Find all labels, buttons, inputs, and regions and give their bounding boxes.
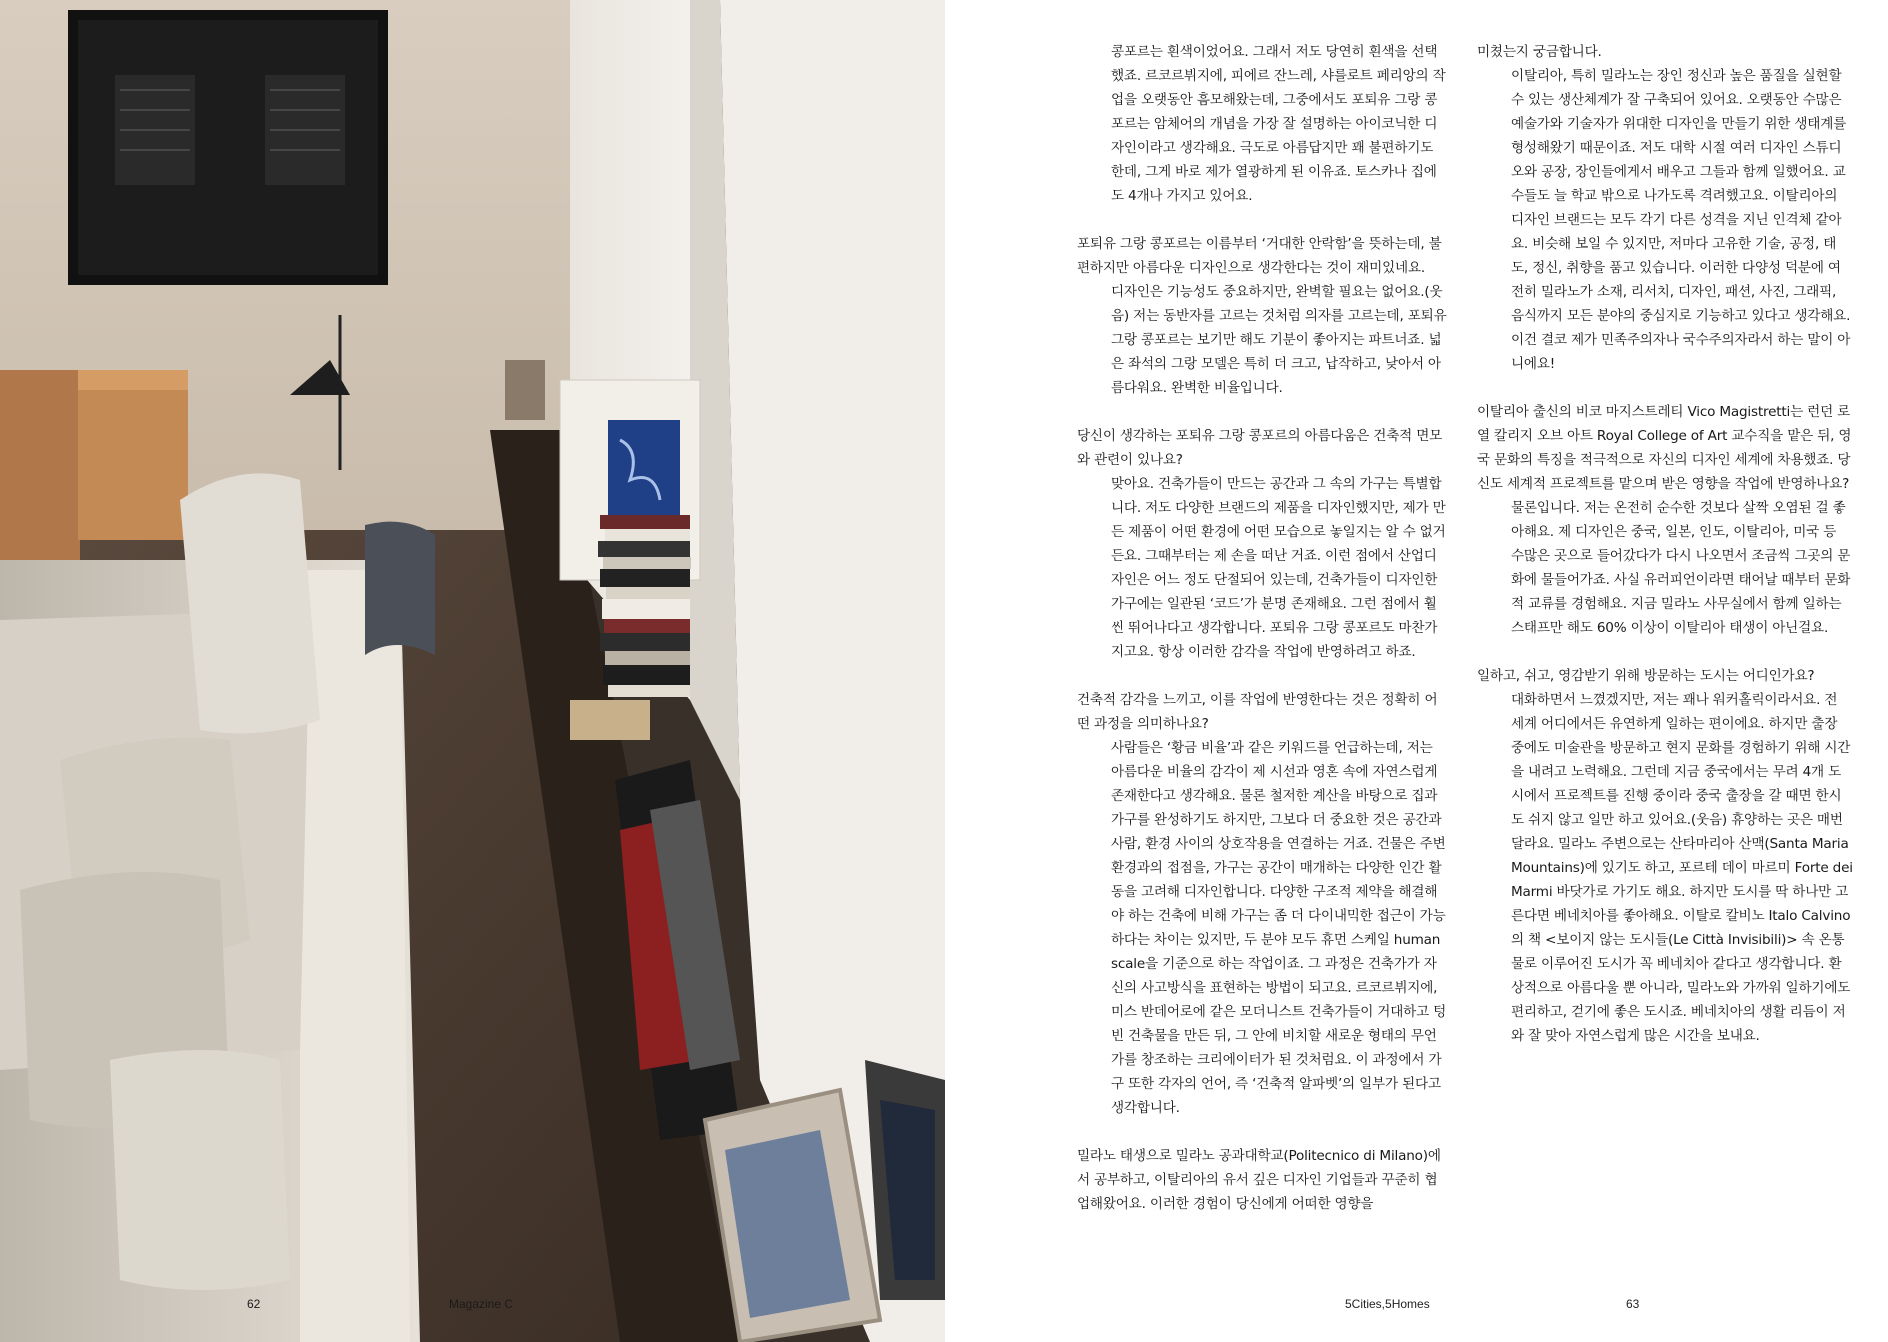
interview-answer: 맞아요. 건축가들이 만드는 공간과 그 속의 가구는 특별합니다. 저도 다양한 브랜드의 제품을 디자인했지만, 제가 만든 제품이 어떤 환경에 어떤 모습으로 놓일지는 알 수 없거든요. 그때부터는 제 손을 떠난 거죠. 이런 점에서 산업디자인은 어느 정도 단절되어 있는데, 건축가들이 디자인한 가구에는 일관된 ‘코드’가 분명 존재해요. 그런 점에서 훨씬 뛰어나다고 생각합니다. 포퇴유 그랑 콩포르도 마찬가지고요. 항상 이러한 감각을 작업에 반영하려고 하죠. bbox=[1111, 476, 1446, 660]
page-number-left: 62 bbox=[247, 1297, 261, 1311]
paragraph-gap bbox=[1077, 400, 1449, 424]
paragraph-gap bbox=[1477, 640, 1853, 664]
interview-answer: 콩포르는 흰색이었어요. 그래서 저도 당연히 흰색을 선택했죠. 르코르뷔지에, 피에르 잔느레, 샤를로트 페리앙의 작업을 오랫동안 흠모해왔는데, 그중에서도 포퇴유 그랑 콩포르는 암체어의 개념을 가장 잘 설명하는 아이코닉한 디자인이라고 생각해요. 극도로 아름답지만 꽤 불편하기도 한데, 그게 바로 제가 열광하게 된 이유죠. 토스카나 집에도 4개나 가지고 있어요. bbox=[1111, 44, 1446, 204]
paragraph-gap bbox=[1077, 208, 1449, 232]
interview-answer: 디자인은 기능성도 중요하지만, 완벽할 필요는 없어요.(웃음) 저는 동반자를 고르는 것처럼 의자를 고르는데, 포퇴유 그랑 콩포르는 보기만 해도 기분이 좋아지는 파트너죠. 넓은 좌석의 그랑 모델은 특히 더 크고, 납작하고, 낮아서 아름다워요. 완벽한 비율입니다. bbox=[1111, 284, 1447, 396]
interview-question: 밀라노 태생으로 밀라노 공과대학교(Politecnico di Milano)에서 공부하고, 이탈리아의 유서 깊은 디자인 기업들과 꾸준히 협업해왔어요. 이러한 경험이 당신에게 어떠한 영향을 bbox=[1077, 1148, 1441, 1212]
interview-question: 건축적 감각을 느끼고, 이를 작업에 반영한다는 것은 정확히 어떤 과정을 의미하나요? bbox=[1077, 692, 1438, 732]
interview-answer: 이탈리아, 특히 밀라노는 장인 정신과 높은 품질을 실현할 수 있는 생산체계가 잘 구축되어 있어요. 오랫동안 수많은 예술가와 기술자가 위대한 디자인을 만들기 위한 생태계를 형성해왔기 때문이죠. 저도 대학 시절 여러 디자인 스튜디오와 공장, 장인들에게서 배우고 그들과 함께 일했어요. 교수들도 늘 학교 밖으로 나가도록 격려했고요. 이탈리아의 디자인 브랜드는 모두 각기 다른 성격을 지닌 인격체 같아요. 비슷해 보일 수 있지만, 저마다 고유한 기술, 공정, 태도, 정신, 취향을 품고 있습니다. 이러한 다양성 덕분에 여전히 밀라노가 소재, 리서치, 디자인, 패션, 사진, 그래픽, 음식까지 모든 분야의 중심지로 기능하고 있다고 생각해요. 이건 결코 제가 민족주의자나 국수주의자라서 하는 말이 아니에요! bbox=[1511, 68, 1851, 372]
interview-question: 일하고, 쉬고, 영감받기 위해 방문하는 도시는 어디인가요? bbox=[1477, 668, 1815, 684]
magazine-title: Magazine C bbox=[449, 1297, 514, 1311]
interview-answer: 물론입니다. 저는 온전히 순수한 것보다 살짝 오염된 걸 좋아해요. 제 디자인은 중국, 일본, 인도, 이탈리아, 미국 등 수많은 곳으로 들어갔다가 다시 나오면서 조금씩 그곳의 문화에 물들어가죠. 사실 유러피언이라면 태어날 때부터 문화적 교류를 경험해요. 지금 밀라노 사무실에서 함께 일하는 스태프만 해도 60% 이상이 이탈리아 태생이 아닌걸요. bbox=[1511, 500, 1851, 636]
paragraph-gap bbox=[1077, 664, 1449, 688]
text-column-1 bbox=[1077, 40, 1449, 1216]
paragraph-gap bbox=[1077, 1120, 1449, 1144]
page-number-right: 63 bbox=[1626, 1297, 1640, 1311]
section-title: 5Cities,5Homes bbox=[1345, 1297, 1430, 1311]
interview-question: 포퇴유 그랑 콩포르는 이름부터 ‘거대한 안락함’을 뜻하는데, 불편하지만 아름다운 디자인으로 생각한다는 것이 재미있네요. bbox=[1077, 236, 1442, 276]
interview-question: 당신이 생각하는 포퇴유 그랑 콩포르의 아름다움은 건축적 면모와 관련이 있나요? bbox=[1077, 428, 1443, 468]
interview-question: 이탈리아 출신의 비코 마지스트레티 Vico Magistretti는 런던 로열 칼리지 오브 아트 Royal College of Art 교수직을 맡은 뒤, 영국 문화의 특징을 적극적으로 자신의 디자인 세계에 차용했죠. 당신도 세계적 프로젝트를 맡으며 받은 영향을 작업에 반영하나요? bbox=[1477, 404, 1852, 492]
interview-answer: 대화하면서 느꼈겠지만, 저는 꽤나 워커홀릭이라서요. 전 세계 어디에서든 유연하게 일하는 편이에요. 하지만 출장 중에도 미술관을 방문하고 현지 문화를 경험하기 위해 시간을 내려고 노력해요. 그런데 지금 중국에서는 무려 4개 도시에서 프로젝트를 진행 중이라 중국 출장을 갈 때면 한시도 쉬지 않고 일만 하고 있어요.(웃음) 휴양하는 곳은 매번 달라요. 밀라노 주변으로는 산타마리아 산맥(Santa Maria Mountains)에 있기도 하고, 포르테 데이 마르미 Forte dei Marmi 바닷가로 가기도 해요. 하지만 도시를 딱 하나만 고른다면 베네치아를 좋아해요. 이탈로 칼비노 Italo Calvino의 책 <보이지 않는 도시들(Le Città Invisibili)> 속 온통 물로 이루어진 도시가 꼭 베네치아 같다고 생각합니다. 환상적으로 아름다울 뿐 아니라, 밀라노와 가까워 일하기에도 편리하고, 걷기에 좋은 도시죠. 베네치아의 생활 리듬이 저와 잘 맞아 자연스럽게 많은 시간을 보내요. bbox=[1511, 692, 1853, 1044]
text-column-2 bbox=[1477, 40, 1853, 1048]
interview-question: 미쳤는지 궁금합니다. bbox=[1477, 44, 1602, 60]
paragraph-gap bbox=[1477, 376, 1853, 400]
interview-answer: 사람들은 ‘황금 비율’과 같은 키워드를 언급하는데, 저는 아름다운 비율의 감각이 제 시선과 영혼 속에 자연스럽게 존재한다고 생각해요. 물론 철저한 계산을 바탕으로 집과 가구를 완성하기도 하지만, 그보다 더 중요한 것은 공간과 사람, 환경 사이의 상호작용을 연결하는 거죠. 건물은 주변 환경과의 접점을, 가구는 공간이 매개하는 다양한 인간 활동을 고려해 디자인합니다. 다양한 구조적 제약을 해결해야 하는 건축에 비해 가구는 좀 더 다이내믹한 접근이 가능하다는 차이는 있지만, 두 분야 모두 휴먼 스케일 human scale을 기준으로 하는 작업이죠. 그 과정은 건축가가 자신의 사고방식을 표현하는 방법이 되고요. 르코르뷔지에, 미스 반데어로에 같은 모더니스트 건축가들이 거대하고 텅 빈 건축물을 만든 뒤, 그 안에 비치할 새로운 형태의 무언가를 창조하는 크리에이터가 된 것처럼요. 이 과정에서 가구 또한 각자의 언어, 즉 ‘건축적 알파벳’의 일부가 된다고 생각합니다. bbox=[1111, 740, 1447, 1116]
